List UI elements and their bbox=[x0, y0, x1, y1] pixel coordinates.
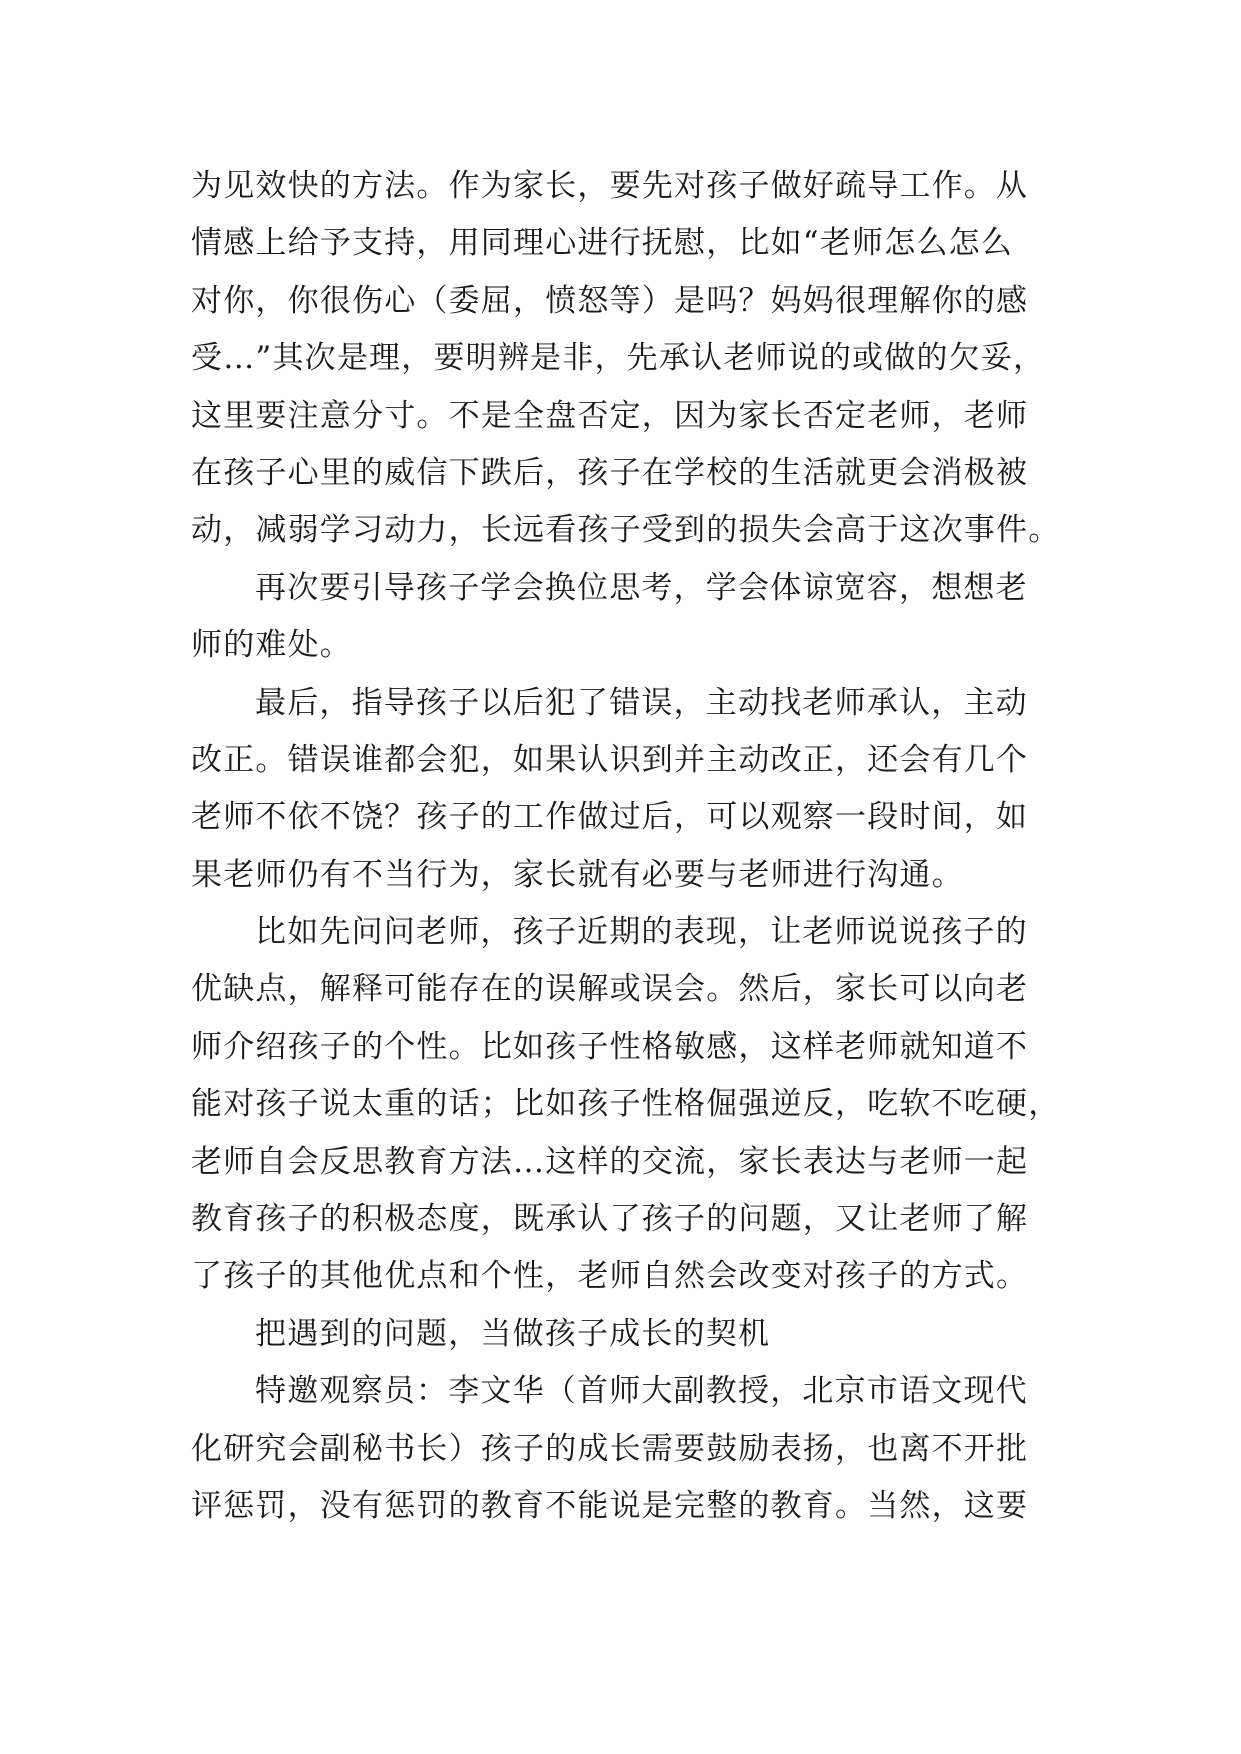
text-line: 对你，你很伤心（委屈，愤怒等）是吗？妈妈很理解你的感 bbox=[191, 282, 1029, 319]
text-line: 了孩子的其他优点和个性，老师自然会改变对孩子的方式。 bbox=[191, 1258, 1029, 1295]
text-line: 情感上给予支持，用同理心进行抚慰，比如“老师怎么怎么 bbox=[191, 225, 1014, 262]
text-line: 在孩子心里的威信下跌后，孩子在学校的生活就更会消极被 bbox=[191, 454, 1029, 491]
text-line: 老师自会反思教育方法…这样的交流，家长表达与老师一起 bbox=[191, 1143, 1029, 1180]
text-line: 师介绍孩子的个性。比如孩子性格敏感，这样老师就知道不 bbox=[191, 1028, 1029, 1065]
body-text bbox=[191, 158, 1061, 1535]
text-line: 这里要注意分寸。不是全盘否定，因为家长否定老师，老师 bbox=[191, 397, 1029, 434]
text-line: 受…”其次是理，要明辨是非，先承认老师说的或做的欠妥， bbox=[191, 340, 1046, 377]
text-line: 改正。错误谁都会犯，如果认识到并主动改正，还会有几个 bbox=[191, 741, 1029, 778]
text-line: 师的难处。 bbox=[191, 627, 352, 664]
paragraph-first-line: 再次要引导孩子学会换位思考，学会体谅宽容，想想老 bbox=[255, 569, 1028, 606]
text-line: 果老师仍有不当行为，家长就有必要与老师进行沟通。 bbox=[191, 856, 964, 893]
text-line: 能对孩子说太重的话；比如孩子性格倔强逆反，吃软不吃硬， bbox=[191, 1086, 1061, 1123]
text-line: 优缺点，解释可能存在的误解或误会。然后，家长可以向老 bbox=[191, 971, 1029, 1008]
text-line: 教育孩子的积极态度，既承认了孩子的问题，又让老师了解 bbox=[191, 1201, 1029, 1238]
paragraph-first-line: 最后，指导孩子以后犯了错误，主动找老师承认，主动 bbox=[255, 684, 1028, 721]
paragraph-first-line: 特邀观察员：李文华（首师大副教授，北京市语文现代 bbox=[255, 1373, 1028, 1410]
text-line: 化研究会副秘书长）孩子的成长需要鼓励表扬，也离不开批 bbox=[191, 1430, 1029, 1467]
section-heading: 把遇到的问题，当做孩子成长的契机 bbox=[255, 1315, 771, 1352]
text-line: 评惩罚，没有惩罚的教育不能说是完整的教育。当然，这要 bbox=[191, 1487, 1029, 1524]
text-line: 为见效快的方法。作为家长，要先对孩子做好疏导工作。从 bbox=[191, 168, 1029, 204]
paragraph-first-line: 比如先问问老师，孩子近期的表现，让老师说说孩子的 bbox=[255, 914, 1028, 951]
text-line: 动，减弱学习动力，长远看孩子受到的损失会高于这次事件。 bbox=[191, 512, 1061, 549]
text-line: 老师不依不饶？孩子的工作做过后，可以观察一段时间，如 bbox=[191, 799, 1029, 836]
